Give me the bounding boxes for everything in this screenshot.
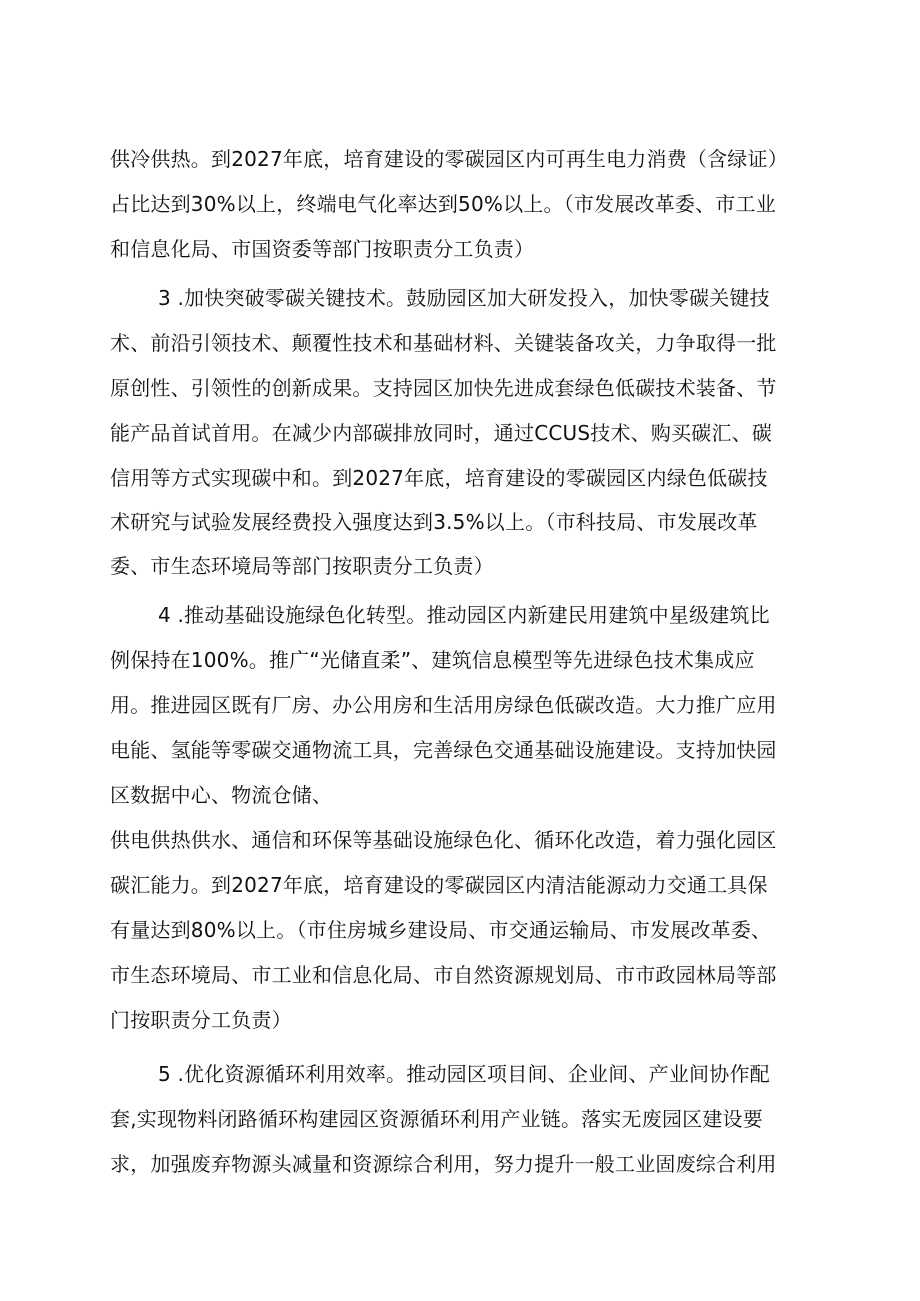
text-line: 供电供热供水、通信和环保等基础设施绿色化、循环化改造，着力强化园区 [110, 828, 777, 852]
text-line: 和信息化局、市国资委等部门按职责分工负责） [110, 237, 535, 261]
text-line: 能产品首试首用。在减少内部碳排放同时，通过CCUS技术、购买碳汇、碳 [110, 421, 773, 445]
text-line: 原创性、引领性的创新成果。支持园区加快先进成套绿色低碳技术装备、节 [110, 376, 777, 400]
text-line: 电能、氢能等零碳交通物流工具，完善绿色交通基础设施建设。支持加快园 [110, 738, 777, 762]
text-line: 求，加强废弃物源头减量和资源综合利用，努力提升一般工业固废综合利用 [110, 1152, 777, 1176]
text-line: 术、前沿引领技术、颠覆性技术和基础材料、关键装备攻关，力争取得一批 [110, 331, 777, 355]
text-line: 套,实现物料闭路循环构建园区资源循环利用产业链。落实无废园区建设要 [110, 1107, 763, 1131]
text-line: 委、市生态环境局等部门按职责分工负责） [110, 554, 494, 578]
text-line: 区数据中心、物流仓储、 [110, 783, 333, 807]
text-line: 例保持在100%。推广“光储直柔”、建筑信息模型等先进绿色技术集成应 [110, 648, 755, 672]
text-line: 碳汇能力。到2027年底，培育建设的零碳园区内清洁能源动力交通工具保 [110, 873, 768, 897]
text-line: 占比达到30%以上，终端电气化率达到50%以上。（市发展改革委、市工业 [110, 192, 776, 216]
text-line: 供冷供热。到2027年底，培育建设的零碳园区内可再生电力消费（含绿证） [110, 147, 788, 171]
section-5-heading-line: 5 .优化资源循环利用效率。推动园区项目间、企业间、产业间协作配 [158, 1062, 770, 1086]
text-line: 有量达到80%以上。（市住房城乡建设局、市交通运输局、市发展改革委、 [110, 918, 772, 942]
section-3-heading-line: 3 .加快突破零碳关键技术。鼓励园区加大研发投入，加快零碳关键技 [158, 286, 770, 310]
text-line: 术研究与试验发展经费投入强度达到3.5%以上。（市科技局、市发展改革 [110, 510, 758, 534]
text-line: 信用等方式实现碳中和。到2027年底，培育建设的零碳园区内绿色低碳技 [110, 466, 768, 490]
text-line: 市生态环境局、市工业和信息化局、市自然资源规划局、市市政园林局等部 [110, 963, 777, 987]
text-line: 门按职责分工负责） [110, 1008, 292, 1032]
section-4-heading-line: 4 .推动基础设施绿色化转型。推动园区内新建民用建筑中星级建筑比 [158, 603, 770, 627]
text-line: 用。推进园区既有厂房、办公用房和生活用房绿色低碳改造。大力推广应用 [110, 693, 777, 717]
